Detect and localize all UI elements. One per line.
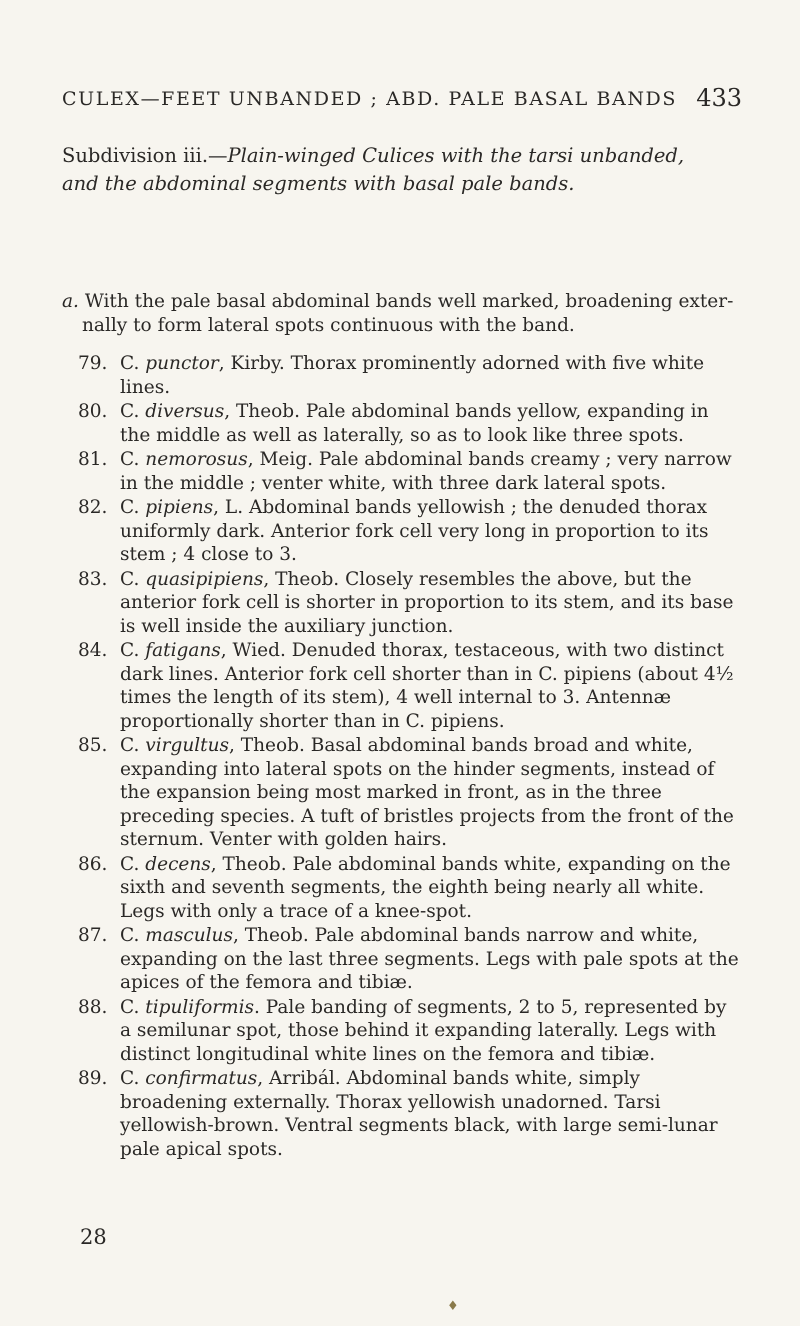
entry-species: diversus — [145, 401, 225, 422]
entry-genus: C. — [120, 1068, 140, 1089]
species-entry — [78, 568, 742, 639]
entry-species: punctor — [145, 353, 219, 374]
species-entry — [78, 639, 742, 733]
species-entry — [78, 496, 742, 567]
section-letter: a. — [62, 291, 79, 312]
entry-number: 83. — [78, 568, 108, 590]
entry-text: , L. Abdominal bands yellowish ; the denuded thorax uniformly dark. Anterior fork cell very long in proportion to its stem ; 4 close to 3. — [120, 497, 709, 565]
entry-genus: C. — [120, 353, 140, 374]
species-entry — [78, 924, 742, 995]
entry-text: , Theob. Pale abdominal bands yellow, expanding in the middle as well as laterally, so as to look like three spots. — [120, 401, 709, 446]
species-entry — [78, 734, 742, 852]
entry-text: , Arribál. Abdominal bands white, simply broadening externally. Thorax yellowish unadorned. Tarsi yellowish-brown. Ventral segments black, with large semi-lunar pale apical spots. — [120, 1068, 718, 1160]
printer-mark: ♦ — [447, 1299, 459, 1314]
entry-species: nemorosus — [145, 449, 248, 470]
entry-species: confirmatus — [145, 1068, 258, 1089]
section-a-line1: With the pale basal abdominal bands well marked, broadening exter- — [84, 291, 734, 312]
species-entry — [78, 352, 742, 399]
entry-species: quasipipiens — [145, 568, 264, 590]
entry-text: , Meig. Pale abdominal bands creamy ; very narrow in the middle ; venter white, with three dark lateral spots. — [120, 449, 732, 494]
entry-number: 84. — [78, 640, 108, 661]
entry-number: 80. — [78, 401, 108, 422]
species-entry — [78, 448, 742, 495]
subdivision-title-line1: Plain-winged Culices with the tarsi unbanded, — [227, 144, 685, 167]
subdivision-heading — [62, 142, 752, 198]
entry-number: 89. — [78, 1068, 108, 1089]
entry-number: 79. — [78, 353, 108, 374]
entry-species: masculus — [145, 925, 233, 946]
species-list — [78, 352, 742, 1162]
entry-species: virgultus — [145, 735, 230, 756]
entry-genus: C. — [120, 449, 140, 470]
entry-text: , Wied. Denuded thorax, testaceous, with two distinct dark lines. Anterior fork cell shorter than in C. pipiens (about 4½ times the length of its stem), 4 well internal to 3. Antennæ proportionally shorter than in C. pipiens. — [120, 640, 734, 732]
entry-genus: C. — [120, 996, 140, 1018]
entry-species: pipiens — [145, 497, 214, 518]
entry-number: 88. — [78, 996, 108, 1018]
section-a-intro — [62, 290, 752, 338]
entry-species: decens — [145, 853, 211, 875]
entry-text: . Pale banding of segments, 2 to 5, represented by a semilunar spot, those behind it expanding laterally. Legs with distinct longitudinal white lines on the femora and tibiæ. — [120, 996, 727, 1065]
entry-species: fatigans — [145, 640, 221, 661]
entry-text: , Theob. Closely resembles the above, but the anterior fork cell is shorter in proportion to its stem, and its base is well inside the auxiliary junction. — [120, 568, 734, 637]
subdivision-prefix: Subdivision iii.— — [62, 144, 228, 167]
subdivision-title-line2: and the abdominal segments with basal pale bands. — [62, 172, 575, 195]
entry-genus: C. — [120, 925, 140, 946]
entry-species: tipuliformis — [145, 996, 255, 1018]
entry-number: 87. — [78, 925, 108, 946]
entry-number: 82. — [78, 497, 108, 518]
species-entry — [78, 853, 742, 924]
entry-number: 85. — [78, 735, 108, 756]
section-a-line2: nally to form lateral spots continuous with the band. — [82, 315, 575, 336]
entry-genus: C. — [120, 497, 140, 518]
entry-number: 86. — [78, 853, 108, 875]
entry-genus: C. — [120, 853, 140, 875]
signature-number: 28 — [80, 1225, 107, 1249]
entry-genus: C. — [120, 401, 140, 422]
entry-genus: C. — [120, 640, 140, 661]
entry-genus: C. — [120, 735, 140, 756]
entry-genus: C. — [120, 568, 140, 590]
species-entry — [78, 996, 742, 1067]
species-entry — [78, 1067, 742, 1161]
page-number: 433 — [696, 84, 742, 112]
species-entry — [78, 400, 742, 447]
entry-text: , Theob. Pale abdominal bands white, expanding on the sixth and seventh segments, the eighth being nearly all white. Legs with only a trace of a knee-spot. — [120, 853, 731, 922]
entry-text: , Theob. Pale abdominal bands narrow and white, expanding on the last three segments. Legs with pale spots at the apices of the femora and tibiæ. — [120, 925, 739, 993]
entry-text: , Kirby. Thorax prominently adorned with five white lines. — [120, 353, 705, 398]
entry-text: , Theob. Basal abdominal bands broad and white, expanding into lateral spots on the hinder segments, instead of the expansion being most marked in front, as in the three preceding species. A tuft of bristles projects from the front of the sternum. Venter with golden hairs. — [120, 735, 734, 850]
running-title: CULEX—FEET UNBANDED ; ABD. PALE BASAL BANDS — [62, 88, 678, 110]
entry-number: 81. — [78, 449, 108, 470]
